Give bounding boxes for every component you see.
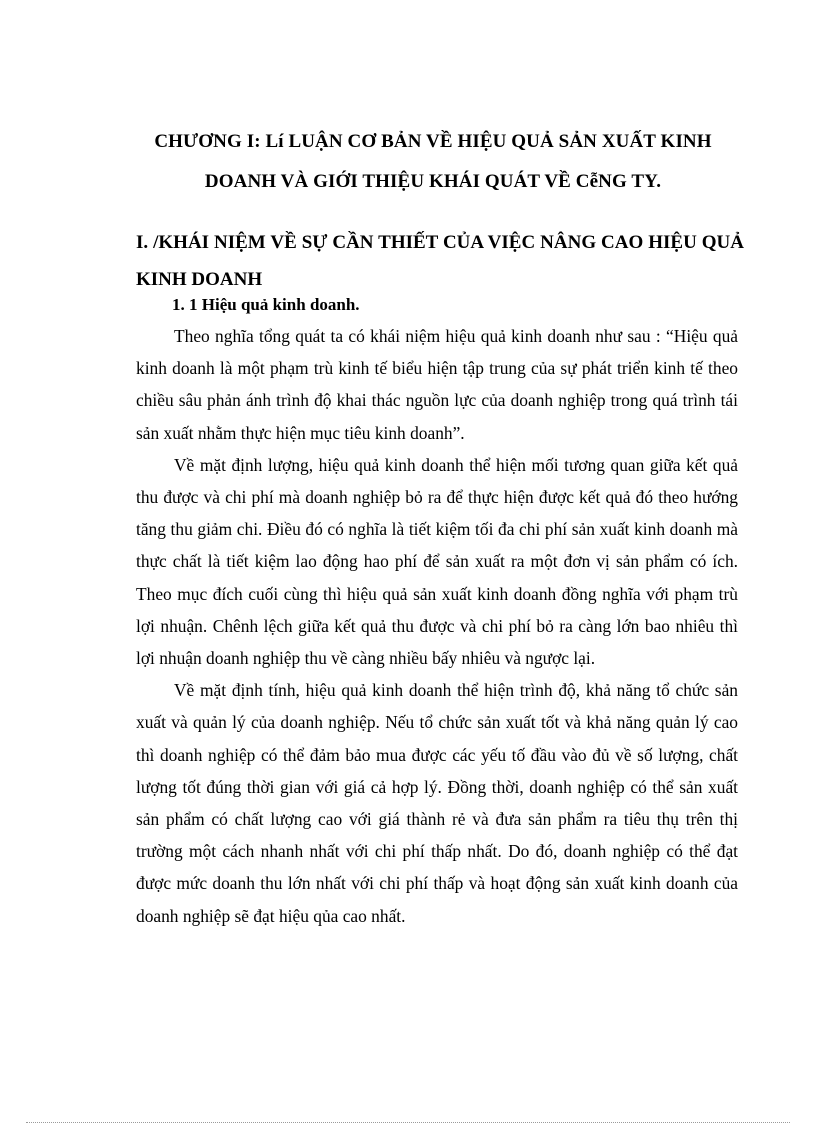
paragraph-quantitative: Về mặt định lượng, hiệu quả kinh doanh thể hiện mối tương quan giữa kết quả thu được và chi phí mà doanh nghiệp bỏ ra để thực hiện được kết quả đó theo hướng tăng thu giảm chi. Điều đó có nghĩa là tiết kiệm tối đa chi phí sản xuất kinh doanh mà thực chất là tiết kiệm lao động hao phí để sản xuất ra một đơn vị sản phẩm có ích. Theo mục đích cuối cùng thì hiệu quả sản xuất kinh doanh đồng nghĩa với phạm trù lợi nhuận. Chênh lệch giữa kết quả thu được và chi phí bỏ ra càng lớn bao nhiêu thì lợi nhuận doanh nghiệp thu về càng nhiều bấy nhiêu và ngược lại. (136, 454, 738, 669)
chapter-title: CHƯƠNG I: Lí LUẬN CƠ BẢN VỀ HIỆU QUẢ SẢN XUẤT KINH DOANH VÀ GIỚI THIỆU KHÁI QUÁT VỀ CễNG TY. (154, 131, 712, 192)
section-title: I. /KHÁI NIỆM VỀ SỰ CẦN THIẾT CỦA VIỆC NÂNG CAO HIỆU QUẢ KINH DOANH (136, 232, 744, 290)
body-text (136, 320, 738, 932)
subsection-title: 1. 1 Hiệu quả kinh doanh. (172, 295, 360, 314)
paragraph-qualitative: Về mặt định tính, hiệu quả kinh doanh thể hiện trình độ, khả năng tổ chức sản xuất và quản lý của doanh nghiệp. Nếu tổ chức sản xuất tốt và khả năng quản lý cao thì doanh nghiệp có thể đảm bảo mua được các yếu tố đầu vào đủ về số lượng, chất lượng tốt đúng thời gian với giá cả hợp lý. Đồng thời, doanh nghiệp có thể sản xuất sản phẩm có chất lượng cao với giá thành rẻ và đưa sản phẩm ra tiêu thụ trên thị trường một cách nhanh nhất với chi phí thấp nhất. Do đó, doanh nghiệp có thể đạt được mức doanh thu lớn nhất với chi phí thấp và hoạt động sản xuất kinh doanh của doanh nghiệp sẽ đạt hiệu qủa cao nhất. (136, 680, 738, 926)
paragraph-definition: Theo nghĩa tổng quát ta có khái niệm hiệu quả kinh doanh như sau : “Hiệu quả kinh doanh là một phạm trù kinh tế biểu hiện tập trung của sự phát triển kinh tế theo chiều sâu phản ánh trình độ khai thác nguồn lực của doanh nghiệp trong quá trình tái sản xuất nhằm thực hiện mục tiêu kinh doanh”. (136, 326, 738, 443)
